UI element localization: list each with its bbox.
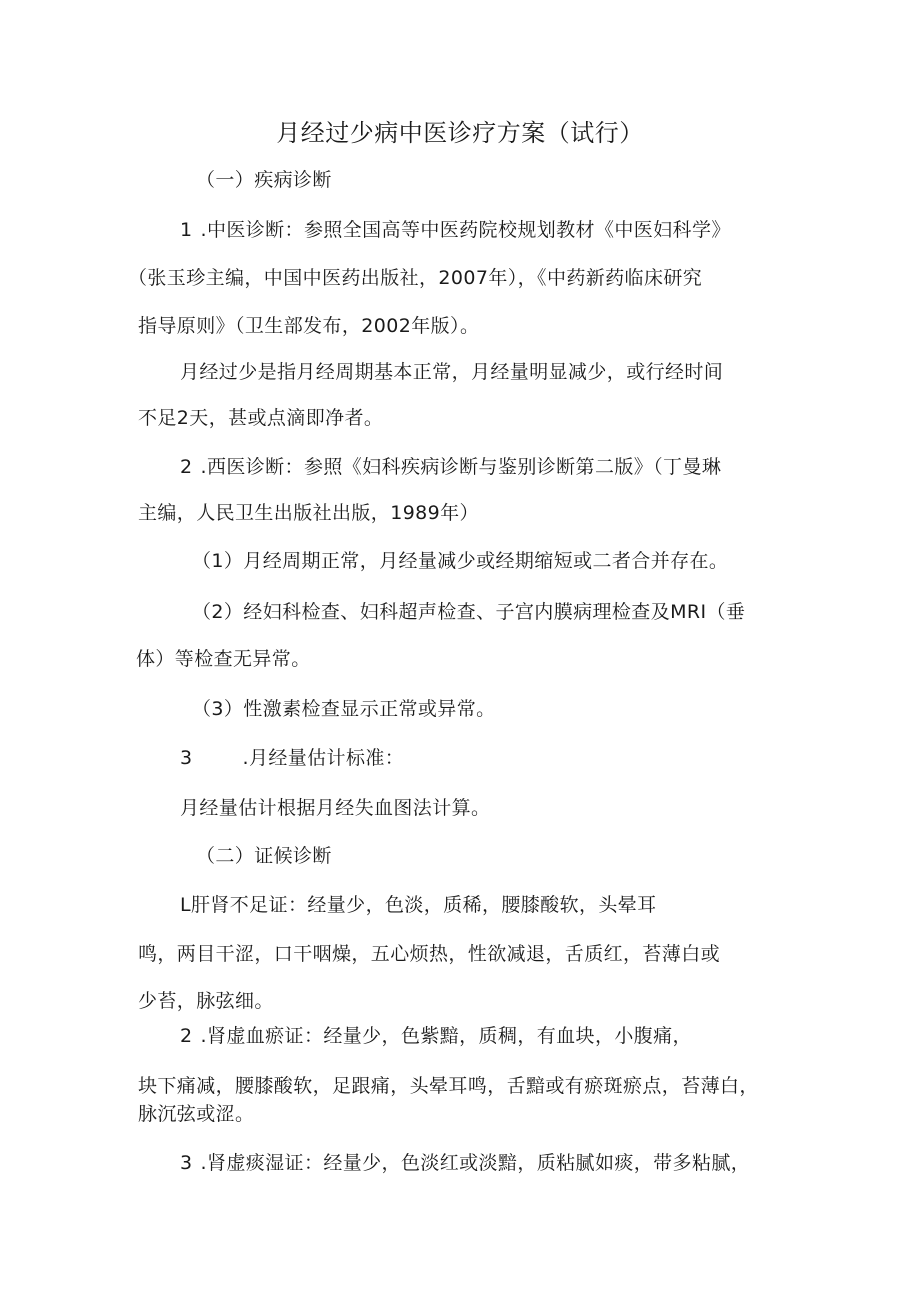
item-text: .月经量估计标准： xyxy=(242,747,405,769)
syndrome-2-line-1 xyxy=(180,1022,692,1050)
item-number: 3 xyxy=(180,747,193,769)
sub-item-3: （3）性激素检查显示正常或异常。 xyxy=(192,698,496,720)
item-text: .中医诊断：参照全国高等中医药院校规划教材《中医妇科学》 xyxy=(200,219,731,241)
definition-line-1: 月经过少是指月经周期基本正常，月经量明显减少，或行经时间 xyxy=(180,361,724,383)
item-number: 3 xyxy=(180,1152,193,1174)
item-2-line-2: 主编，人民卫生出版社出版，1989年） xyxy=(138,502,479,524)
item-text: .肾虚血瘀证：经量少，色紫黯，质稠，有血块，小腹痛， xyxy=(200,1025,692,1047)
item-1-line-3: 指导原则》（卫生部发布，2002年版）。 xyxy=(138,315,480,337)
syndrome-1-line-1: L肝肾不足证：经量少，色淡，质稀，腰膝酸软，头晕耳 xyxy=(180,894,657,916)
syndrome-1-line-3: 少苔，脉弦细。 xyxy=(138,990,274,1012)
estimate-paragraph: 月经量估计根据月经失血图法计算。 xyxy=(180,797,491,819)
syndrome-2-line-2: 块下痛减，腰膝酸软，足跟痛，头晕耳鸣，舌黯或有瘀斑瘀点，苔薄白， xyxy=(138,1075,759,1097)
syndrome-1-line-2: 鸣，两目干涩，口干咽燥，五心烦热，性欲减退，舌质红，苔薄白或 xyxy=(138,943,721,965)
item-text: .西医诊断：参照《妇科疾病诊断与鉴别诊断第二版》（丁曼琳 xyxy=(200,456,722,478)
section-heading-diagnosis: （一）疾病诊断 xyxy=(196,169,332,191)
item-number: 1 xyxy=(180,219,193,241)
item-2-line-1 xyxy=(180,453,721,481)
item-3-line xyxy=(180,744,404,772)
item-number: 2 xyxy=(180,1025,193,1047)
item-1-line-1 xyxy=(180,216,731,244)
item-1-line-2: （张玉珍主编，中国中医药出版社，2007年），《中药新药临床研究 xyxy=(128,267,703,289)
sub-item-2-line-1: （2）经妇科检查、妇科超声检查、子宫内膜病理检查及MRI（垂 xyxy=(192,601,746,623)
definition-line-2: 不足2天，甚或点滴即净者。 xyxy=(138,407,384,429)
document-title: 月经过少病中医诊疗方案（试行） xyxy=(276,119,644,147)
item-number: 2 xyxy=(180,456,193,478)
item-text: .肾虚痰湿证：经量少，色淡红或淡黯，质粘腻如痰，带多粘腻， xyxy=(200,1152,751,1174)
syndrome-3-line-1 xyxy=(180,1149,750,1177)
section-heading-syndrome: （二）证候诊断 xyxy=(196,845,332,867)
syndrome-2-line-3: 脉沉弦或涩。 xyxy=(138,1103,255,1125)
sub-item-1: （1）月经周期正常，月经量减少或经期缩短或二者合并存在。 xyxy=(192,550,729,572)
sub-item-2-line-2: 体）等检查无异常。 xyxy=(136,648,311,670)
